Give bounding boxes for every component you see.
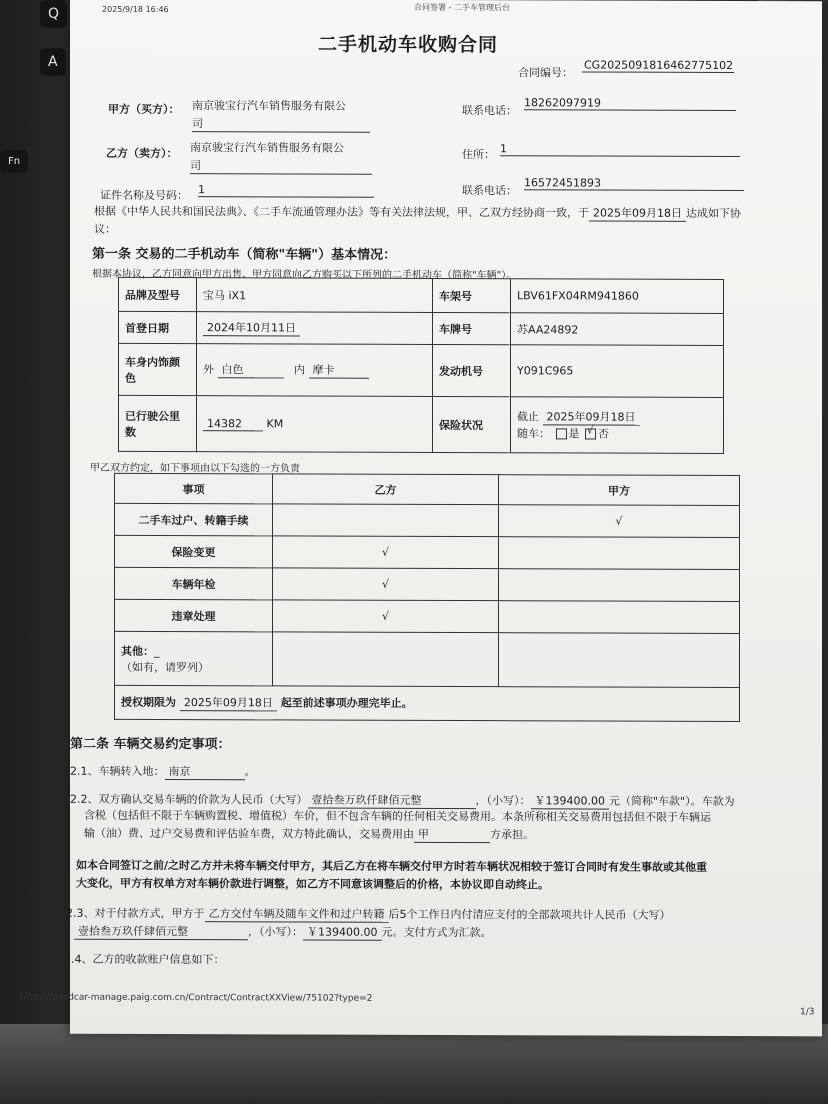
vin-label: 车架号 [433,278,511,312]
reg-date-label: 首登日期 [119,311,197,343]
duty-b-mark: √ [273,600,499,633]
fee-payer: 甲 [414,826,490,843]
duty-item: 二手车过户、转籍手续 [115,503,273,536]
page-header: 合同签署 - 二手车管理后台 [414,2,510,13]
intro-text-line2: 议： [94,222,116,236]
duties-col-b: 乙方 [273,474,499,505]
with-car-no-checkbox[interactable] [585,428,596,439]
color-label-line2: 色 [125,371,136,385]
party-b-address: 1 [500,142,740,157]
insurance-until-label: 截止 [517,410,539,424]
party-b-label: 乙方（卖方）： [106,146,178,161]
party-a-phone-label: 联系电话： [462,104,517,118]
party-b-name-line2: 司 [190,157,372,175]
insurance-label: 保险状况 [433,396,511,452]
duty-item: 违章处理 [115,599,273,632]
article2-heading: 第二条 车辆交易约定事项： [70,736,231,753]
duties-table [114,473,740,722]
auth-date: 2025年09月18日 [180,694,277,711]
duty-other-a [499,633,740,688]
agreement-date: 2025年09月18日 [589,204,686,221]
page-number: 1/3 [800,1007,815,1018]
duties-intro: 甲乙双方约定，如下事项由以下勾选的一方负责 [90,462,300,475]
duty-b-mark: √ [273,536,499,569]
vehicle-info-table [118,277,724,454]
price-small-label: ，（小写）： [475,794,531,808]
section-2-2-line3 [84,825,534,844]
interior-value: 摩卡 [309,362,369,379]
plate-label: 车牌号 [433,312,511,344]
bottom-background [0,1024,828,1104]
duty-a-mark [499,601,740,634]
mileage-label-line2: 数 [125,425,136,439]
payment-small-label: ，（小写）： [248,925,303,939]
duties-row [115,567,740,601]
transfer-destination: 南京 [165,763,245,780]
party-b-name-line1: 南京骏宝行汽车销售服务有限公 [190,141,344,155]
price-upper: 壹拾叁万玖仟肆佰元整 [308,792,476,810]
color-label [119,343,197,395]
duty-item: 保险变更 [115,535,273,568]
brand-label: 品牌及型号 [119,277,197,311]
section-2-2-line3-b: 方承担。 [490,828,534,842]
insurance-cell [511,397,724,454]
auth-period-cell [115,685,740,721]
color-cell [197,344,433,397]
mileage-label [119,395,197,451]
duty-b-mark [273,504,499,537]
section-2-2-prefix: 2.2、双方确认交易车辆的价款为人民币（大写） [70,792,308,807]
with-car-yes-label: 是 [568,427,580,441]
with-car-no-label: 否 [598,427,609,441]
intro-text [94,203,741,222]
section-2-1-label: 2.1、车辆转入地： [70,764,165,779]
duties-row [115,535,740,569]
intro-text-after: 达成如下协 [686,206,741,221]
section-2-1-end: 。 [244,765,256,779]
duties-col-a: 甲方 [499,475,740,506]
party-a-phone: 18262097919 [524,96,736,111]
contract-page [20,0,822,1036]
article1-intro: 根据本协议，乙方同意向甲方出售、甲方同意向乙方购买以下所列的二手机动车（简称"车辆"）。 [92,268,517,282]
party-b-phone-label: 联系电话： [462,184,517,198]
party-a-label: 甲方（买方）： [108,102,180,117]
auth-label: 授权期限为 [121,695,176,710]
party-b-phone: 16572451893 [524,176,744,191]
exterior-label: 外 [203,363,214,377]
keyboard-key-q: Q [40,0,67,28]
with-car-label: 随车： [517,427,550,441]
section-2-3-suffix: 元。支付方式为汇款。 [381,925,492,940]
plate-value: 苏AA24892 [511,313,724,346]
duty-a-mark [499,537,740,570]
with-car-yes-checkbox[interactable] [556,428,567,439]
duty-other-label: 其他： [121,644,154,658]
color-label-line1: 车身内饰颜 [125,355,180,369]
section-2-3-mid: 后5个工作日内付清应支付的全部款项共计人民币（大写） [388,907,671,922]
duties-row [115,503,740,537]
section-2-3-line2 [74,923,492,941]
duty-item: 车辆年检 [115,567,273,600]
keyboard-key-a: A [40,48,66,76]
duty-a-mark: √ [499,505,740,538]
exterior-value: 白色 [218,361,284,378]
contract-number: CG20250918164627751​02 [584,58,734,73]
engine-value: Y091C965 [511,345,724,398]
footer-url: https://usedcar-manage.paig.com.cn/Contract/ContractXXView/75102?type=2 [20,992,373,1004]
section-2-3-prefix: 2.3、对于付款方式，甲方于 [66,906,205,921]
vin-value: LBV61FX04RM941860 [511,279,724,314]
reg-date-value: 2024年10月11日 [203,319,300,336]
section-2-2-line3-a: 输（油）费、过户交易费和评估验车费，双方特此确认，交易费用由 [84,826,414,841]
interior-label: 内 [294,363,305,377]
party-b-id-label: 证件名称及号码： [100,188,188,203]
payment-small: ￥139400.00 [303,924,382,941]
payment-upper: 壹拾叁万玖仟肆佰元整 [74,923,248,941]
party-b-address-label: 住所： [462,148,495,162]
duty-other-value: _ [154,644,160,658]
reg-date-cell [197,312,433,345]
article1-heading: 第一条 交易的二手机动车（简称"车辆"）基本情况： [92,246,397,263]
section-2-2-line2: 含税（包括但不限于车辆购置税、增值税）车价，但不包含车辆的任何相关交易费用。本条所称相关交易费用包括但不限于车辆运 [84,808,711,824]
contract-title: 二手机动车收购合同 [318,33,499,57]
mileage-unit: KM [266,416,284,430]
insurance-until-date: 2025年09月18日 [543,408,640,425]
duty-a-mark [499,569,740,602]
duties-col-item: 事项 [115,473,273,504]
contract-number-label: 合同编号： [518,66,573,80]
intro-text-before: 根据《中华人民共和国民法典》、《二手车流通管理办法》等有关法律法规，甲、乙双方经协商一致，于 [94,204,589,220]
brand-value: 宝马 iX1 [197,278,433,313]
mileage-value: 14382 [203,417,263,431]
print-time: 2025/9/18 16:46 [102,4,169,15]
payment-condition: 乙方交付车辆及随车文件和过户转籍 [205,905,389,923]
auth-suffix: 起至前述事项办理完毕止。 [280,696,413,710]
section-2-4: 2.4、乙方的收款账户信息如下： [64,952,225,967]
adjustment-clause-line1: 如本合同签订之前/之时乙方并未将车辆交付甲方，其后乙方在将车辆交付甲方时若车辆状况相较于签订合同时有发生事故或其他重 [76,858,708,874]
duties-row [115,599,740,633]
section-2-2-suffix: 元（简称"车款"）。车款为 [609,794,735,809]
price-small: ￥139400.00 [531,792,610,809]
duty-b-mark: √ [273,568,499,601]
party-b-id: 1 [198,183,374,198]
duty-other-hint: （如有，请罗列） [121,660,209,674]
section-2-3-line1 [66,905,671,924]
mileage-label-line1: 已行驶公里 [125,409,180,423]
adjustment-clause-line2: 大变化，甲方有权单方对车辆价款进行调整，如乙方不同意该调整后的价格，本协议即自动终止。 [76,876,549,892]
duty-other-cell [115,631,273,686]
keyboard-key-fn: Fn [0,150,28,173]
duty-other-b [273,632,499,687]
section-2-1 [70,763,256,781]
party-a-name-line2: 司 [192,115,370,133]
party-a-name-line1: 南京骏宝行汽车销售服务有限公 [192,99,346,113]
engine-label: 发动机号 [433,344,511,396]
mileage-cell [197,396,433,453]
